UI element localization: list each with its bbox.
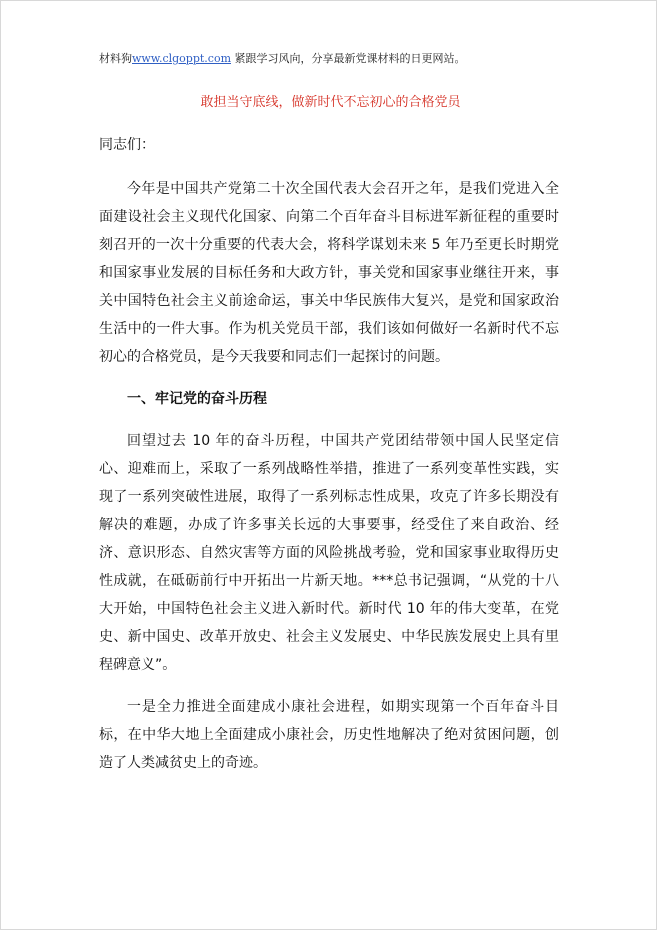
document-title: 敢担当守底线，做新时代不忘初心的合格党员: [200, 95, 461, 110]
header-suffix: 紧跟学习风向，分享最新党课材料的日更网站。: [231, 52, 466, 65]
document-body: [99, 131, 559, 791]
section-heading: 一、牢记党的奋斗历程: [127, 391, 267, 407]
header-prefix: 材料狗: [99, 52, 132, 65]
paragraph-history: 回望过去 10 年的奋斗历程，中国共产党团结带领中国人民坚定信心、迎难而上，采取了一系列战略性举措，推进了一系列变革性实践，实现了一系列突破性进展，取得了一系列标志性成果，攻克了许多长期没有解决的难题，办成了许多事关长远的大事要事，经受住了来自政治、经济、意识形态、自然灾害等方面的风险挑战考验，党和国家事业取得历史性成就，在砥砺前行中开拓出一片新天地。***总书记强调，“从党的十八大开始，中国特色社会主义进入新时代。新时代 10 年的伟大变革，在党史、新中国史、改革开放史、社会主义发展史、中华民族发展史上具有里程碑意义”。: [99, 433, 559, 673]
paragraph-intro: 今年是中国共产党第二十次全国代表大会召开之年，是我们党进入全面建设社会主义现代化国家、向第二个百年奋斗目标进军新征程的重要时刻召开的一次十分重要的代表大会，将科学谋划未来 5 年乃至更长时期党和国家事业发展的目标任务和大政方针，事关党和国家事业继往开来，事关中国特色社会主义前途命运，事关中华民族伟大复兴，是党和国家政治生活中的一件大事。作为机关党员干部，我们该如何做好一名新时代不忘初心的合格党员，是今天我要和同志们一起探讨的问题。: [99, 181, 559, 365]
salutation: 同志们：: [99, 137, 155, 153]
page-header: [99, 50, 466, 66]
header-link[interactable]: www.clgoppt.com: [132, 52, 231, 65]
paragraph-point-one: 一是全力推进全面建成小康社会进程，如期实现第一个百年奋斗目标，在中华大地上全面建成小康社会，历史性地解决了绝对贫困问题，创造了人类减贫史上的奇迹。: [99, 699, 559, 771]
